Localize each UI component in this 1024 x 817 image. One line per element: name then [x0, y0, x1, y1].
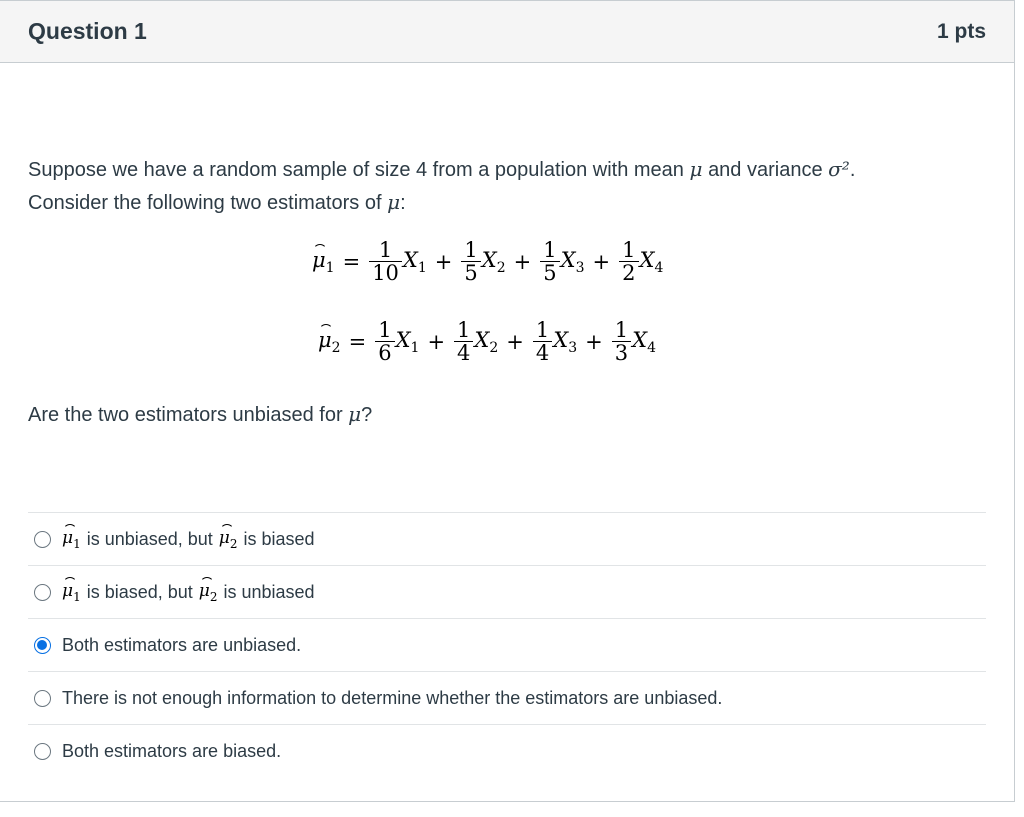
question-title: Question 1 [28, 18, 147, 44]
question-line-2: Consider the following two estimators of μ: [28, 190, 406, 214]
answer-options [28, 512, 986, 778]
fraction: $\frac{1}{2}$ [619, 239, 638, 284]
fraction: $\frac{1}{4}$ [454, 319, 473, 364]
radio-button[interactable] [34, 743, 51, 760]
fraction: $\frac{1}{3}$ [612, 319, 631, 364]
radio-button[interactable] [34, 531, 51, 548]
fraction: $\frac{1}{10}$ [369, 239, 402, 284]
question-line-1: Suppose we have a random sample of size 4 from a population with mean μ and variance σ². [28, 157, 856, 181]
question-prompt: Are the two estimators unbiased for μ? [28, 402, 373, 426]
fraction: $\frac{1}{6}$ [375, 319, 394, 364]
question-text [28, 153, 855, 219]
radio-button[interactable] [34, 690, 51, 707]
mean-symbol: μ [689, 157, 703, 181]
radio-button-selected[interactable] [34, 637, 51, 654]
fraction: $\frac{1}{5}$ [540, 239, 559, 284]
fraction: $\frac{1}{4}$ [533, 319, 552, 364]
question-header [0, 1, 1014, 63]
estimator-1-formula: $\mu_1$ = $\frac{1}{10}$ $X_1$ + $\frac{1}{5}$ $X_2$ + $\frac{1}{5}$ $X_3$ + $\frac{1}{2}$ $X_4$ [312, 238, 664, 285]
answer-option-3[interactable]: Both estimators are unbiased. [28, 619, 986, 672]
radio-button[interactable] [34, 584, 51, 601]
answer-option-1[interactable]: $\mu_1$ is unbiased, but $\mu_2$ is biased [28, 513, 986, 566]
fraction: $\frac{1}{5}$ [461, 239, 480, 284]
answer-option-5[interactable]: Both estimators are biased. [28, 725, 986, 778]
mu-hat-1: $\mu_1$ [312, 247, 335, 276]
question-points: 1 pts [936, 19, 986, 43]
estimator-2-formula: $\mu_2$ = $\frac{1}{6}$ $X_1$ + $\frac{1}{4}$ $X_2$ + $\frac{1}{4}$ $X_3$ + $\frac{1}{3}$ $X_4$ [318, 318, 657, 365]
variance-symbol: σ² [828, 157, 850, 181]
mu-hat-2: $\mu_2$ [318, 327, 341, 356]
answer-option-4[interactable]: There is not enough information to determine whether the estimators are unbiased. [28, 672, 986, 725]
answer-option-2[interactable]: $\mu_1$ is biased, but $\mu_2$ is unbiased [28, 566, 986, 619]
